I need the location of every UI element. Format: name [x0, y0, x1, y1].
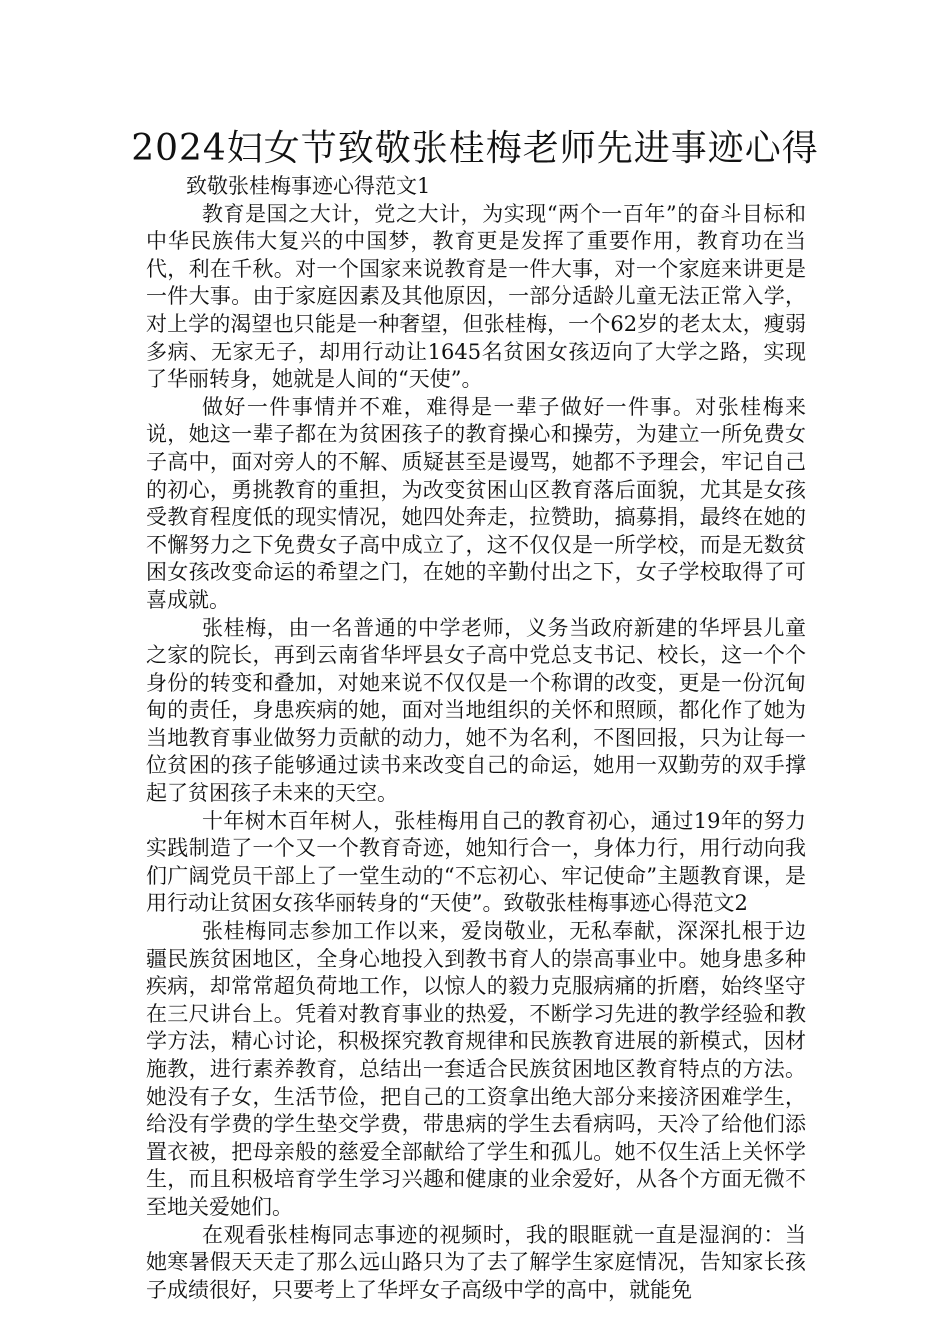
- paragraph-6: 在观看张桂梅同志事迹的视频时，我的眼眶就一直是湿润的：当她寒暑假天天走了那么远山路只为了去了解学生家庭情况，告知家长孩子成绩很好，只要考上了华坪女子高级中学的高中，就能免: [146, 1222, 806, 1302]
- paragraph-1: 教育是国之大计，党之大计，为实现“两个一百年”的奋斗目标和中华民族伟大复兴的中国梦，教育更是发挥了重要作用，教育功在当代，利在千秋。对一个国家来说教育是一件大事，对一个家庭来讲更是一件大事。由于家庭因素及其他原因，一部分适龄儿童无法正常入学，对上学的渴望也只能是一种奢望，但张桂梅，一个62岁的老太太，瘦弱多病、无家无子，却用行动让1645名贫困女孩迈向了大学之路，实现了华丽转身，她就是人间的“天使”。: [146, 201, 806, 392]
- essay-subheading: 致敬张桂梅事迹心得范文1: [186, 174, 431, 198]
- paragraph-3: 张桂梅，由一名普通的中学老师，义务当政府新建的华坪县儿童之家的院长，再到云南省华坪县女子高中党总支书记、校长，这一个个身份的转变和叠加，对她来说不仅仅是一个称谓的改变，更是一份沉甸甸的责任，身患疾病的她，面对当地组织的关怀和照顾，都化作了她为当地教育事业做努力贡献的动力，她不为名利，不图回报，只为让每一位贫困的孩子能够通过读书来改变自己的命运，她用一双勤劳的双手撑起了贫困孩子未来的天空。: [146, 615, 806, 806]
- paragraph-2: 做好一件事情并不难，难得是一辈子做好一件事。对张桂梅来说，她这一辈子都在为贫困孩子的教育操心和操劳，为建立一所免费女子高中，面对旁人的不解、质疑甚至是谩骂，她都不予理会，牢记自己的初心，勇挑教育的重担，为改变贫困山区教育落后面貌，尤其是女孩受教育程度低的现实情况，她四处奔走，拉赞助，搞募捐，最终在她的不懈努力之下免费女子高中成立了，这不仅仅是一所学校，而是无数贫困女孩改变命运的希望之门，在她的辛勤付出之下，女子学校取得了可喜成就。: [146, 394, 806, 612]
- document-body: [146, 173, 806, 1304]
- document-title: 2024妇女节致敬张桂梅老师先进事迹心得: [131, 128, 819, 169]
- paragraph-5: 张桂梅同志参加工作以来，爱岗敬业，无私奉献，深深扎根于边疆民族贫困地区，全身心地投入到教书育人的崇高事业中。她身患多种疾病，却常常超负荷地工作，以惊人的毅力克服病痛的折磨，始终坚守在三尺讲台上。凭着对教育事业的热爱，不断学习先进的教学经验和教学方法，精心讨论，积极探究教育规律和民族教育进展的新模式，因材施教，进行素养教育，总结出一套适合民族贫困地区教育特点的方法。她没有子女，生活节俭，把自己的工资拿出绝大部分来接济困难学生，给没有学费的学生垫交学费，带患病的学生去看病吗，天冷了给他们添置衣被，把母亲般的慈爱全部献给了学生和孤儿。她不仅生活上关怀学生，而且积极培育学生学习兴趣和健康的业余爱好，从各个方面无微不至地关爱她们。: [146, 919, 806, 1219]
- paragraph-4: 十年树木百年树人，张桂梅用自己的教育初心，通过19年的努力实践制造了一个又一个教育奇迹，她知行合一，身体力行，用行动向我们广阔党员干部上了一堂生动的“不忘初心、牢记使命”主题教育课，是用行动让贫困女孩华丽转身的“天使”。致敬张桂梅事迹心得范文2: [146, 808, 806, 916]
